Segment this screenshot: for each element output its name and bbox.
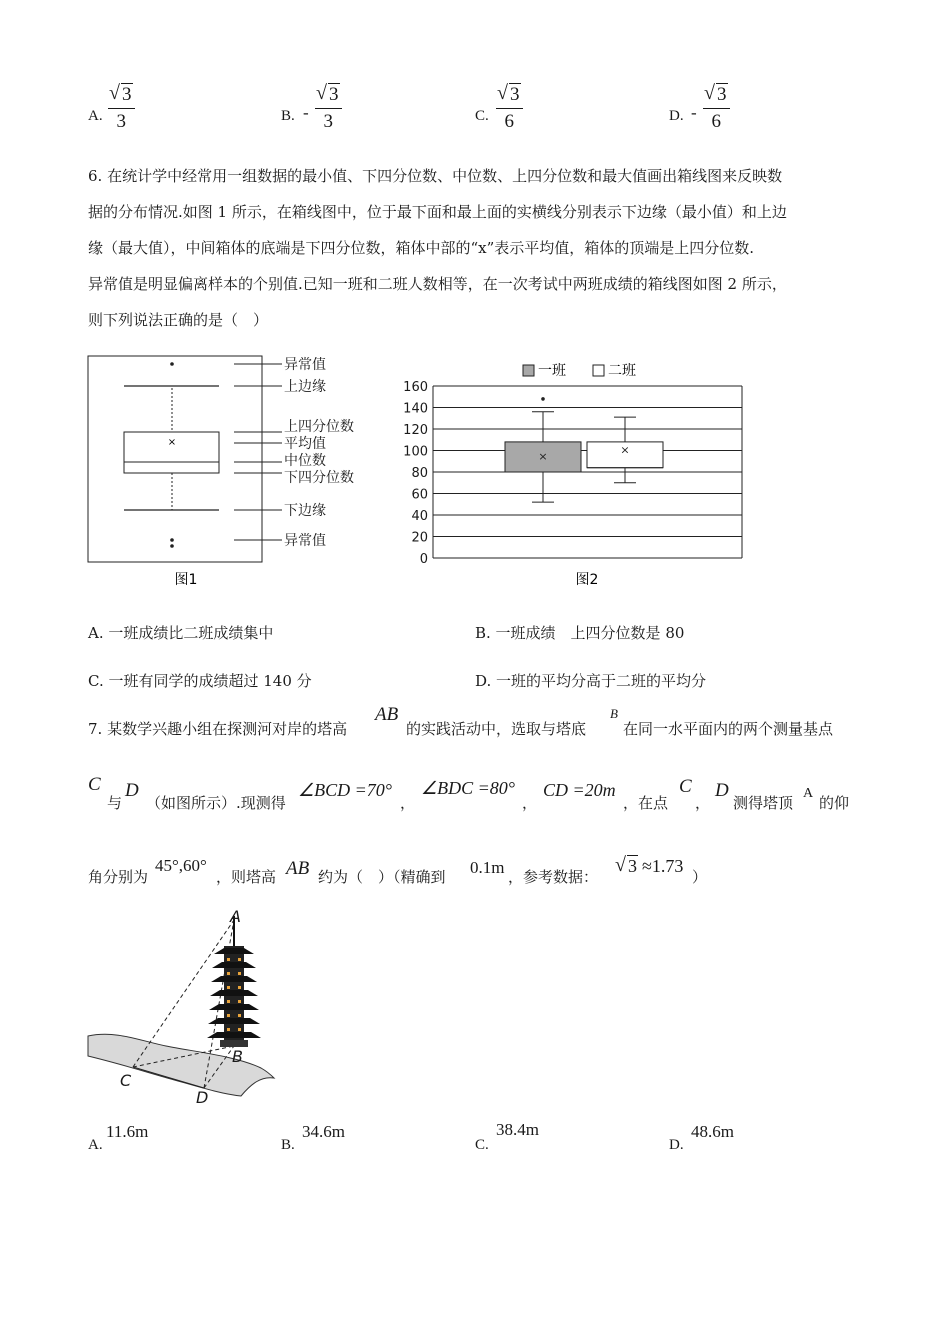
fig1-outlier-top <box>170 362 174 366</box>
pagoda-icon <box>207 916 261 1047</box>
fig1-outlier-bottom-1 <box>170 538 174 542</box>
q5-option-c-label: C. <box>475 108 489 124</box>
fig2-box-2 <box>587 417 663 483</box>
q5-option-d-fraction: √ 3 6 <box>703 84 730 133</box>
q7-option-d-value: 48.6m <box>691 1122 734 1141</box>
q6-line-4: 异常值是明显偏离样本的个别值.已知一班和二班人数相等，在一次考试中两班成绩的箱线图如图 2 所示， <box>88 275 787 293</box>
fig2-box-1 <box>505 397 581 502</box>
q7-option-c-value: 38.4m <box>496 1120 539 1139</box>
point-b-label: B <box>232 1047 243 1066</box>
fig2-mean-mark: × <box>620 443 630 457</box>
fig1-label-outlier-top: 异常值 <box>284 357 326 373</box>
fig2-y-tick-label: 140 <box>403 401 428 417</box>
q5-option-d-label: D. <box>669 108 684 124</box>
q7-option-d-label: D. <box>669 1137 684 1153</box>
q7-option-a-label: A. <box>88 1137 103 1153</box>
fig2-gridlines <box>433 386 742 558</box>
q6-line-2: 据的分布情况.如图 1 所示，在箱线图中，位于最下面和最上面的实横线分别表示下边缘（最小值）和上边 <box>88 203 787 221</box>
fig2-boxes <box>505 397 663 502</box>
q7-line-2: C 与 D （如图所示）.现测得 ∠BCD =70° ， ∠BDC =80° ， CD =20m ，在点 C ， D 测得塔顶 A 的仰 <box>88 774 850 812</box>
q6-stem <box>88 158 863 338</box>
legend-swatch-class-2 <box>593 365 604 376</box>
q6-figure-1 <box>86 352 386 592</box>
fig2-y-tick-label: 40 <box>411 509 428 524</box>
legend-label-class-1: 一班 <box>538 363 566 379</box>
fig1-label-outlier-bottom: 异常值 <box>284 533 326 549</box>
fig2-y-tick-labels <box>403 380 428 567</box>
fig1-label-mean: 平均值 <box>284 436 326 452</box>
q7-option-c-label: C. <box>475 1137 489 1153</box>
q6-option-c: C. 一班有同学的成绩超过 140 分 <box>88 672 312 690</box>
fig1-label-q1: 下四分位数 <box>284 470 354 486</box>
q7-line-1: 7. 某数学兴趣小组在探测河对岸的塔高 AB 的实践活动中，选取与塔底 B 在同一水平面内的两个测量基点 <box>88 704 834 738</box>
q7-option-a-value: 11.6m <box>106 1122 149 1141</box>
fig2-mean-mark: × <box>538 449 548 463</box>
fig1-caption: 图1 <box>174 572 198 588</box>
q7-option-b-label: B. <box>281 1137 295 1153</box>
q5-option-a-fraction: √ 3 3 <box>108 84 135 133</box>
q6-option-a: A. 一班成绩比二班成绩集中 <box>88 624 274 642</box>
q5-option-b-label: B. <box>281 108 295 124</box>
legend-swatch-class-1 <box>523 365 534 376</box>
fig2-y-tick-label: 0 <box>419 552 428 567</box>
fig2-y-tick-label: 100 <box>403 444 428 460</box>
fig2-y-tick-label: 60 <box>411 487 428 503</box>
q6-line-1: 6. 在统计学中经常用一组数据的最小值、下四分位数、中位数、上四分位数和最大值画出箱线图来反映数 <box>88 167 783 185</box>
q7-line-3: 角分别为 45°,60° ，则塔高 AB 约为（ ）（精确到 0.1m ，参考数据： √ 3 ≈1.73 ） <box>88 852 878 892</box>
legend-label-class-2: 二班 <box>608 363 636 379</box>
fig2-y-tick-label: 80 <box>411 466 428 481</box>
fig2-y-tick-label: 120 <box>403 423 428 438</box>
point-c-label: C <box>120 1071 132 1090</box>
q5-option-b-sign: - <box>303 103 309 122</box>
fig2-outlier <box>541 397 545 401</box>
q6-line-3: 缘（最大值），中间箱体的底端是下四分位数，箱体中部的“x”表示平均值，箱体的顶端是上四分位数. <box>88 239 755 257</box>
q6-option-b: B. 一班成绩 上四分位数是 80 <box>475 624 685 642</box>
q5-option-d-sign: - <box>691 103 697 122</box>
fig1-outlier-bottom-2 <box>170 544 174 548</box>
fig1-label-median: 中位数 <box>284 453 326 469</box>
q5-option-a-label: A. <box>88 108 103 124</box>
fig2-legend <box>523 363 636 379</box>
q7-figure <box>86 906 286 1106</box>
fig1-label-q3: 上四分位数 <box>284 419 354 435</box>
q6-line-5: 则下列说法正确的是（ ） <box>88 311 269 329</box>
fig1-mean-mark: × <box>167 437 177 448</box>
q7-option-b-value: 34.6m <box>302 1122 345 1141</box>
q6-figure-2 <box>395 352 755 592</box>
q7-sqrt3: √ 3 <box>616 856 638 876</box>
fig1-leader-lines <box>234 364 282 540</box>
fig1-label-lower-edge: 下边缘 <box>284 503 326 519</box>
fig1-label-upper-edge: 上边缘 <box>284 379 326 395</box>
fig2-caption: 图2 <box>575 572 599 588</box>
fig2-y-tick-label: 20 <box>411 530 428 546</box>
q5-option-c-fraction: √ 3 6 <box>496 84 523 133</box>
q6-option-d: D. 一班的平均分高于二班的平均分 <box>475 672 707 690</box>
point-a-label: A <box>230 907 241 926</box>
q5-option-b-fraction: √ 3 3 <box>315 84 342 133</box>
fig1-frame <box>88 356 262 562</box>
point-d-label: D <box>196 1088 209 1106</box>
fig2-y-tick-label: 160 <box>403 380 428 395</box>
